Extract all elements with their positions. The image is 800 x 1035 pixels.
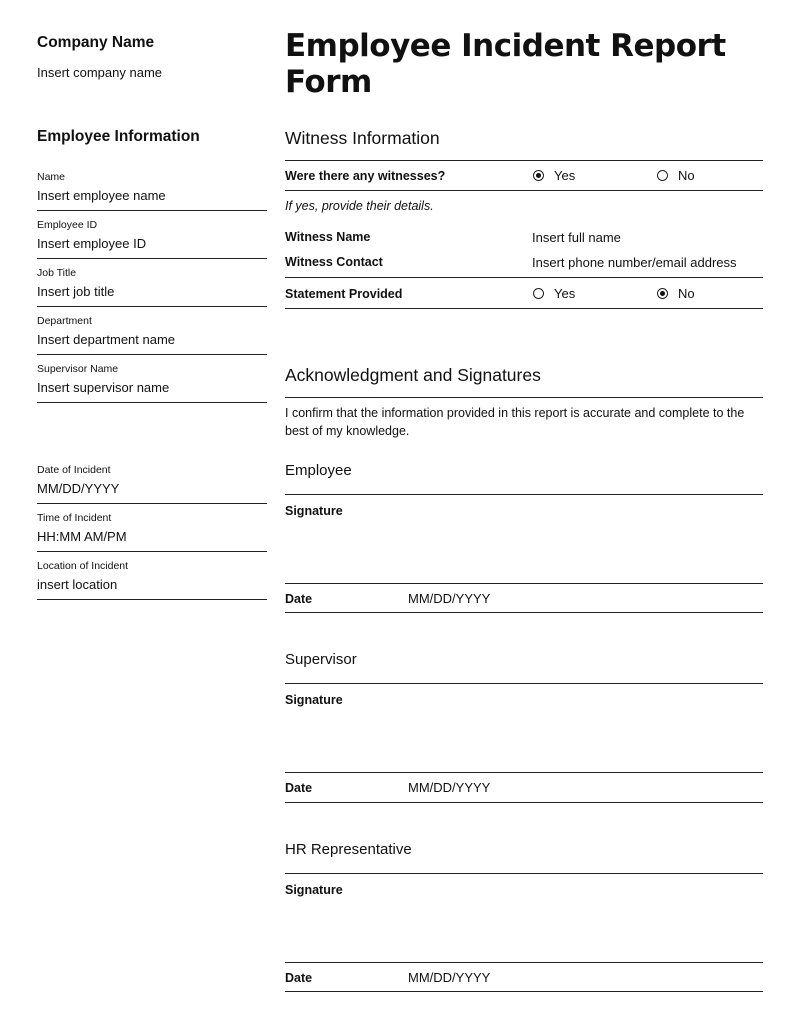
divider — [285, 962, 763, 963]
divider — [285, 583, 763, 584]
incident-date-field[interactable] — [37, 463, 267, 504]
company-name-input[interactable]: Insert company name — [37, 65, 163, 80]
divider — [285, 277, 763, 278]
field-label: Name — [37, 171, 66, 183]
department-field[interactable] — [37, 314, 267, 355]
statement-no-radio[interactable] — [657, 286, 695, 301]
radio-label: No — [678, 168, 695, 183]
field-label: Time of Incident — [37, 512, 112, 524]
acknowledgment-statement: I confirm that the information provided in this report is accurate and complete to the best of my knowledge. — [285, 406, 745, 438]
field-value[interactable]: insert location — [37, 577, 118, 592]
employee-date-input[interactable]: MM/DD/YYYY — [408, 591, 491, 606]
supervisor-signature-label: Signature — [285, 693, 343, 707]
divider — [285, 873, 763, 874]
field-underline — [37, 503, 267, 504]
hr-date-input[interactable]: MM/DD/YYYY — [408, 970, 491, 985]
field-value[interactable]: Insert department name — [37, 332, 176, 347]
page-title: Employee Incident Report Form — [285, 28, 726, 100]
supervisor-name-field[interactable] — [37, 362, 267, 403]
statement-yes-radio[interactable] — [533, 286, 575, 301]
radio-label: No — [678, 286, 695, 301]
witness-yes-radio[interactable] — [533, 168, 575, 183]
divider — [285, 612, 763, 613]
witness-name-input[interactable]: Insert full name — [532, 230, 621, 245]
hr-signature-area[interactable] — [285, 895, 763, 961]
divider — [285, 802, 763, 803]
field-value[interactable]: Insert employee name — [37, 188, 166, 203]
radio-unselected-icon[interactable] — [533, 288, 544, 299]
field-underline — [37, 306, 267, 307]
radio-label: Yes — [554, 286, 576, 301]
divider — [285, 772, 763, 773]
field-underline — [37, 402, 267, 403]
field-label: Supervisor Name — [37, 363, 119, 375]
radio-selected-icon[interactable] — [657, 288, 668, 299]
employee-id-field[interactable] — [37, 218, 267, 259]
field-value[interactable]: HH:MM AM/PM — [37, 529, 127, 544]
supervisor-date-input[interactable]: MM/DD/YYYY — [408, 780, 491, 795]
employee-signature-label: Signature — [285, 504, 343, 518]
field-label: Date of Incident — [37, 464, 111, 476]
hr-signer-heading: HR Representative — [285, 841, 412, 858]
divider — [285, 308, 763, 309]
acknowledgment-heading: Acknowledgment and Signatures — [285, 365, 541, 385]
field-underline — [37, 599, 267, 600]
witness-name-label: Witness Name — [285, 230, 371, 244]
field-underline — [37, 551, 267, 552]
witness-info-heading: Witness Information — [285, 128, 440, 148]
incident-location-field[interactable] — [37, 559, 267, 600]
company-name-heading: Company Name — [37, 34, 155, 51]
employee-date-label: Date — [285, 592, 313, 606]
employee-name-field[interactable] — [37, 170, 267, 211]
supervisor-date-label: Date — [285, 781, 313, 795]
radio-unselected-icon[interactable] — [657, 170, 668, 181]
field-label: Department — [37, 315, 92, 327]
field-label: Location of Incident — [37, 560, 129, 572]
radio-label: Yes — [554, 168, 576, 183]
divider — [285, 190, 763, 191]
supervisor-signature-area[interactable] — [285, 706, 763, 771]
witness-question-label: Were there any witnesses? — [285, 169, 446, 183]
hr-date-label: Date — [285, 971, 313, 985]
employee-signature-area[interactable] — [285, 516, 763, 582]
employee-info-heading: Employee Information — [37, 128, 200, 145]
radio-selected-icon[interactable] — [533, 170, 544, 181]
witness-details-note: If yes, provide their details. — [285, 199, 434, 213]
witness-contact-label: Witness Contact — [285, 255, 383, 269]
statement-provided-label: Statement Provided — [285, 287, 403, 301]
divider — [285, 160, 763, 161]
job-title-field[interactable] — [37, 266, 267, 307]
field-value[interactable]: Insert supervisor name — [37, 380, 170, 395]
field-underline — [37, 210, 267, 211]
incident-time-field[interactable] — [37, 511, 267, 552]
supervisor-signer-heading: Supervisor — [285, 651, 357, 668]
divider — [285, 494, 763, 495]
divider — [285, 683, 763, 684]
witness-contact-input[interactable]: Insert phone number/email address — [532, 255, 737, 270]
field-underline — [37, 258, 267, 259]
employee-signer-heading: Employee — [285, 462, 352, 479]
field-label: Employee ID — [37, 219, 98, 231]
field-value[interactable]: MM/DD/YYYY — [37, 481, 120, 496]
field-value[interactable]: Insert job title — [37, 284, 115, 299]
divider — [285, 397, 763, 398]
field-value[interactable]: Insert employee ID — [37, 236, 147, 251]
hr-signature-label: Signature — [285, 883, 343, 897]
divider — [285, 991, 763, 992]
witness-no-radio[interactable] — [657, 168, 695, 183]
field-underline — [37, 354, 267, 355]
field-label: Job Title — [37, 267, 77, 279]
